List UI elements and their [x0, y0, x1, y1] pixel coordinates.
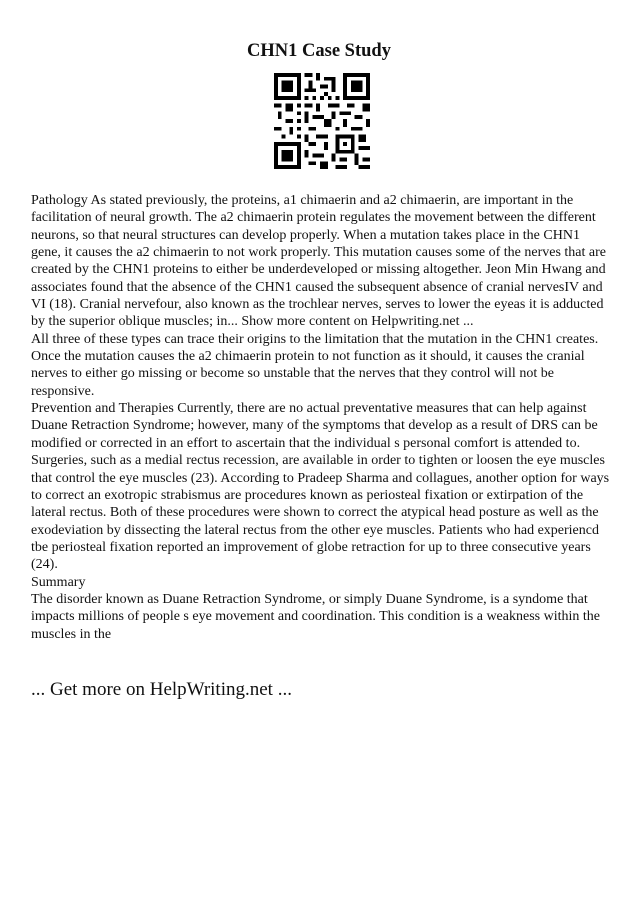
- qr-code-icon: [274, 73, 370, 169]
- paragraph-summary: The disorder known as Duane Retraction Syndrome, or simply Duane Syndrome, is a syndome that impacts millions of people s eye movement and coordination. This condition is a weakness within the muscles in the: [31, 591, 600, 642]
- section-heading-summary: Summary: [31, 574, 86, 590]
- paragraph-types: All three of these types can trace their origins to the limitation that the mutation in the CHN1 creates. Once the mutation causes the a2 chimaerin protein to not function as it should, it causes the cranial nerves to either go missing or become so unstable that the nerves that they control will not be responsive.: [31, 331, 599, 399]
- article-body: [31, 192, 611, 643]
- get-more-link[interactable]: ... Get more on HelpWriting.net ...: [31, 679, 292, 700]
- page-title: CHN1 Case Study: [247, 41, 391, 61]
- paragraph-pathology: Pathology As stated previously, the proteins, a1 chimaerin and a2 chimaerin, are important in the facilitation of neural growth. The a2 chimaerin protein regulates the movement between the different neurons, so that neural structures can develop properly. When a mutation takes place in the CHN1 gene, it causes the a2 chimaerin to not work properly. This mutation causes some of the nerves that are created by the CHN1 proteins to either be underdeveloped or missing altogether. Jeon Min Hwang and associates found that the absence of the CHN1 caused the subsequent absence of cranial nervesIV and VI (18). Cranial nervefour, also known as the trochlear nerves, serves to lower the eyeas it is adducted by the superior oblique muscles; in... Show more content on Helpwriting.net ...: [31, 193, 606, 330]
- paragraph-prevention: Prevention and Therapies Currently, there are no actual preventative measures that can help against Duane Retraction Syndrome; however, many of the symptoms that develop as a result of DRS can be modified or corrected in an effort to ascertain that the individual s personal comfort is attended to. Surgeries, such as a medial rectus recession, are available in order to tighten or loosen the eye muscles that control the eye muscles (23). According to Pradeep Sharma and collagues, another option for ways to correct an exotropic strabismus are procedures known as periosteal fixation or extirpation of the lateral rectus. Both of these procedures were shown to correct the atypical head posture as well as the exodeviation by dissecting the lateral rectus from the other eye muscles. Patients who had experiencd tbe periosteal fixation reported an improvement of globe retraction for up to three consecutive years (24).: [31, 401, 610, 573]
